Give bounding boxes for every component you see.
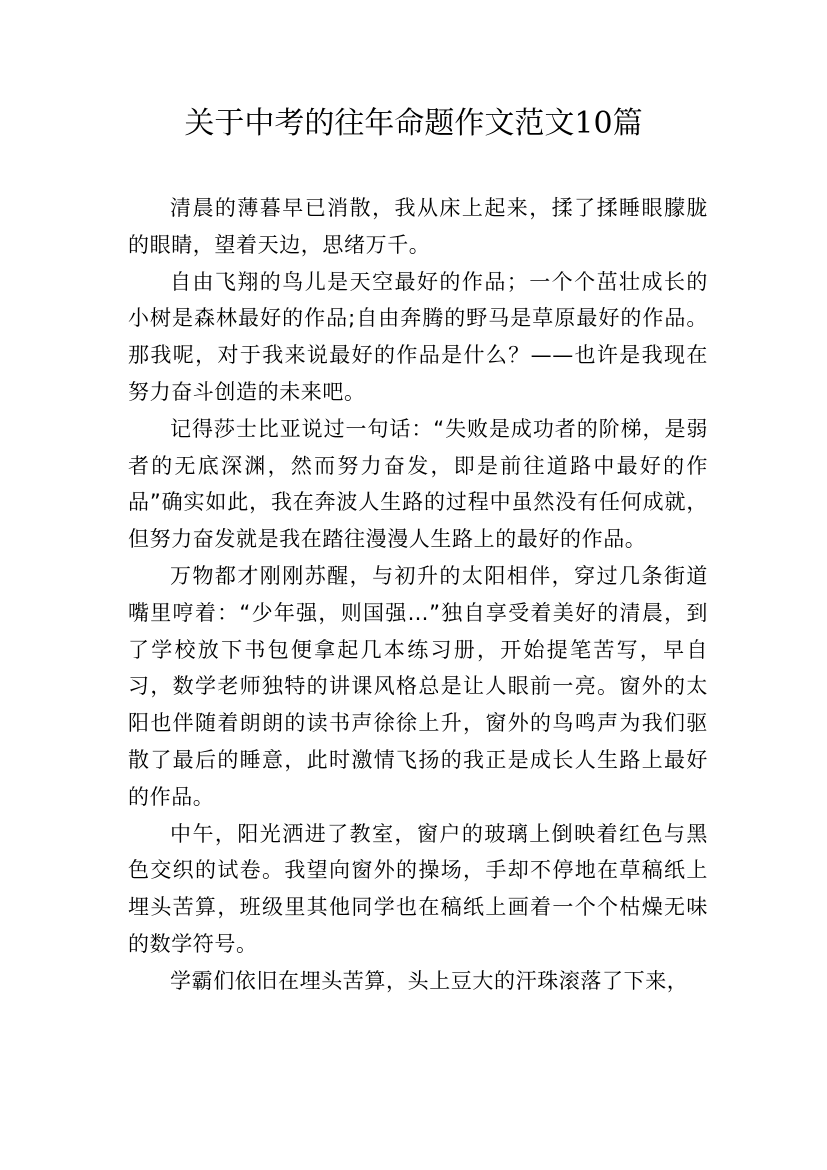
page-title: 关于中考的往年命题作文范文10篇 — [184, 106, 643, 141]
paragraph-5: 中午，阳光洒进了教室，窗户的玻璃上倒映着红色与黑色交织的试卷。我望向窗外的操场，手却不停地在草稿纸上埋头苦算，班级里其他同学也在稿纸上画着一个个枯燥无味的数学符号。 — [128, 821, 708, 956]
paragraph-3: 记得莎士比亚说过一句话：“失败是成功者的阶梯，是弱者的无底深渊，然而努力奋发，即是前往道路中最好的作品”确实如此，我在奔波人生路的过程中虽然没有任何成就，但努力奋发就是我在踏往漫漫人生路上的最好的作品。 — [128, 416, 708, 552]
paragraph-4: 万物都才刚刚苏醒，与初升的太阳相伴，穿过几条街道嘴里哼着：“少年强，则国强…”独自享受着美好的清晨，到了学校放下书包便拿起几本练习册，开始提笔苦写，早自习，数学老师独特的讲课风格总是让人眼前一亮。窗外的太阳也伴随着朗朗的读书声徐徐上升，窗外的鸟鸣声为我们驱散了最后的睡意，此时激情飞扬的我正是成长人生路上最好的作品。 — [128, 563, 708, 809]
paragraph-1: 清晨的薄暮早已消散，我从床上起来，揉了揉睡眼朦胧的眼睛，望着天边，思绪万千。 — [128, 196, 708, 257]
paragraph-6: 学霸们依旧在埋头苦算，头上豆大的汗珠滚落了下来， — [170, 968, 689, 993]
article-body — [128, 190, 708, 1000]
paragraph-2: 自由飞翔的鸟儿是天空最好的作品；一个个茁壮成长的小树是森林最好的作品;自由奔腾的野马是草原最好的作品。那我呢，对于我来说最好的作品是什么？——也许是我现在努力奋斗创造的未来吧。 — [128, 269, 708, 404]
